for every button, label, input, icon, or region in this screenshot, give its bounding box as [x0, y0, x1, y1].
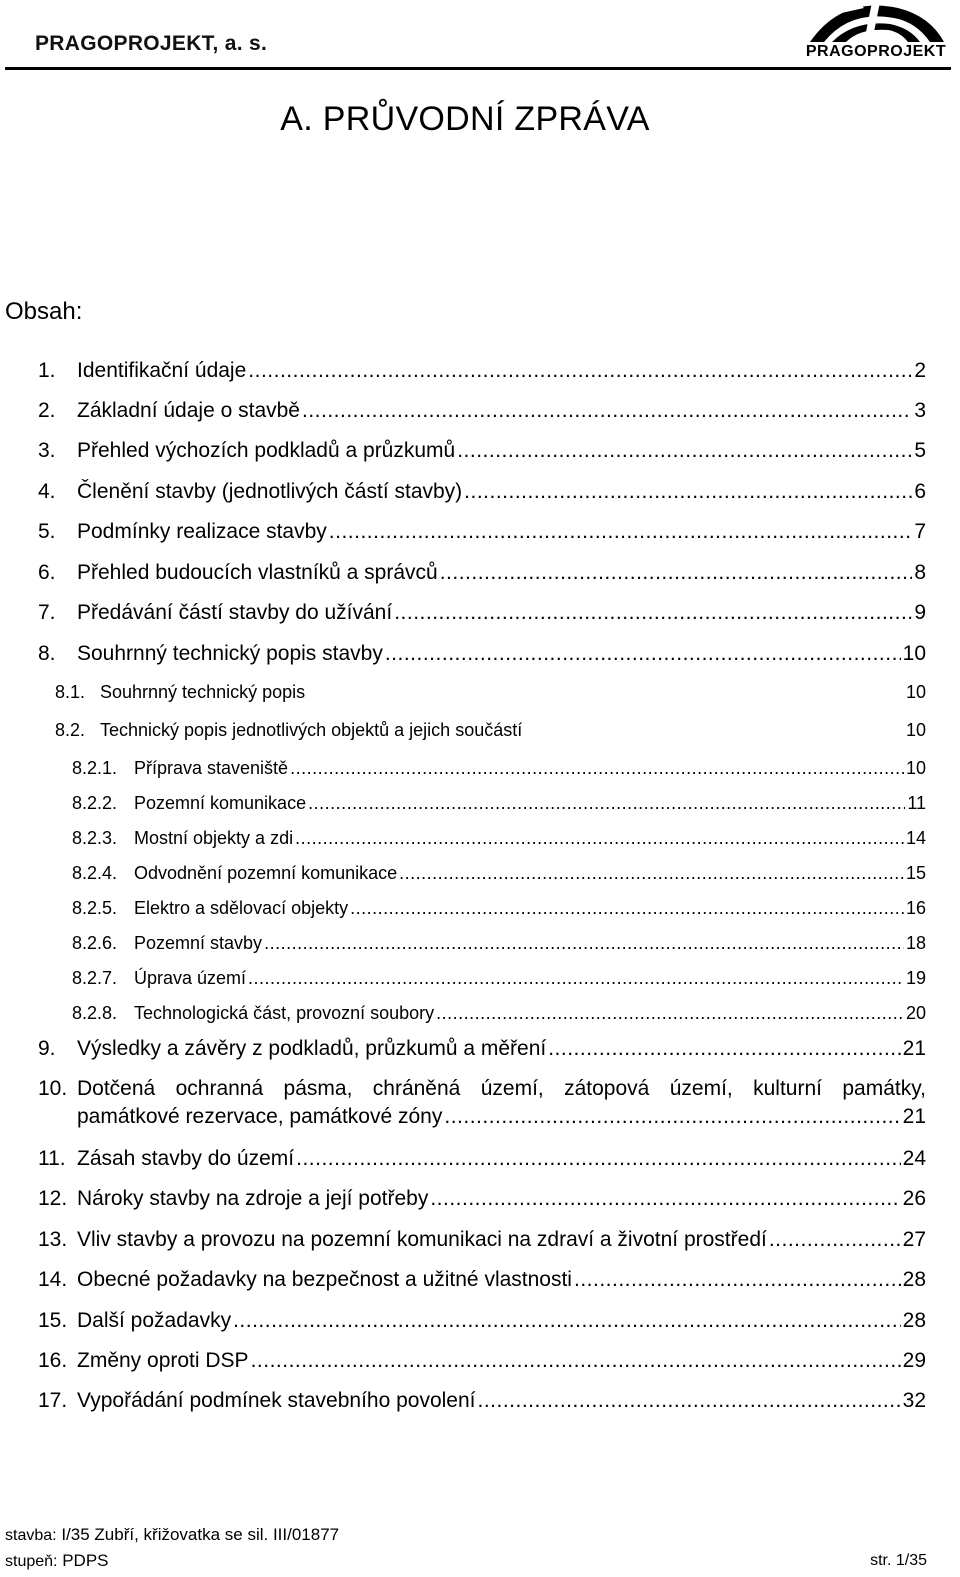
- company-name: PRAGOPROJEKT, a. s.: [35, 32, 268, 55]
- toc-page: 3: [914, 399, 926, 422]
- toc-entry[interactable]: [72, 758, 926, 779]
- toc-page: 14: [905, 828, 926, 848]
- toc-text: Dotčená ochranná pásma, chráněná území, zátopová území, kulturní památky,: [77, 1077, 926, 1100]
- toc-number: 14.: [38, 1268, 68, 1291]
- toc-heading: Obsah:: [5, 298, 83, 325]
- toc-number: 5.: [38, 520, 56, 543]
- toc-page: 28: [902, 1268, 926, 1291]
- toc-entry[interactable]: [72, 793, 926, 814]
- toc-text: Úprava území: [134, 968, 247, 988]
- toc-number: 8.2.4.: [72, 863, 118, 883]
- toc-number: 6.: [38, 561, 56, 584]
- toc-text: Mostní objekty a zdi: [134, 828, 294, 848]
- toc-entry[interactable]: [38, 1309, 926, 1333]
- toc-entry[interactable]: [72, 968, 926, 989]
- toc-number: 17.: [38, 1389, 68, 1412]
- toc-number: 8.2.3.: [72, 828, 118, 848]
- toc-number: 3.: [38, 439, 56, 462]
- stupen-label: stupeň:: [5, 1553, 58, 1570]
- toc-text: Souhrnný technický popis: [100, 682, 306, 702]
- toc-entry[interactable]: [38, 1147, 926, 1171]
- toc-text: Pozemní stavby: [134, 933, 263, 953]
- toc-text: Vypořádání podmínek stavebního povolení: [77, 1389, 476, 1412]
- stupen-value: PDPS: [62, 1551, 109, 1570]
- toc-page: 28: [902, 1309, 926, 1332]
- toc-entry[interactable]: [72, 828, 926, 849]
- toc-number: 8.2.7.: [72, 968, 118, 988]
- toc-number: 15.: [38, 1309, 68, 1332]
- toc-entry[interactable]: [38, 601, 926, 625]
- toc-text: Technologická část, provozní soubory: [134, 1003, 435, 1023]
- toc-text: Základní údaje o stavbě: [77, 399, 300, 422]
- toc-entry[interactable]: [38, 642, 926, 666]
- toc-page: 19: [905, 968, 926, 988]
- document-title: A. PRŮVODNÍ ZPRÁVA: [280, 100, 650, 138]
- toc-page: 7: [914, 520, 926, 543]
- toc-entry[interactable]: [38, 1389, 926, 1413]
- toc-number: 16.: [38, 1349, 68, 1372]
- toc-page: 26: [902, 1187, 926, 1210]
- toc-entry[interactable]: [38, 1228, 926, 1252]
- stavba-value: I/35 Zubří, křižovatka se sil. III/01877: [61, 1525, 340, 1544]
- toc-page: 32: [902, 1389, 926, 1412]
- toc-entry[interactable]: [72, 898, 926, 919]
- toc-page: 8: [914, 561, 926, 584]
- toc-page: 6: [914, 480, 926, 503]
- toc-number: 12.: [38, 1187, 68, 1210]
- toc-text: Zásah stavby do území: [77, 1147, 295, 1170]
- toc-entry[interactable]: [55, 720, 926, 741]
- toc-text: Technický popis jednotlivých objektů a jejich součástí: [100, 720, 523, 740]
- toc-page: 21: [902, 1105, 926, 1128]
- toc-text: památkové rezervace, památkové zóny: [77, 1105, 443, 1128]
- toc-entry[interactable]: [38, 399, 926, 423]
- toc-page: 5: [914, 439, 926, 462]
- toc-page: 10: [902, 642, 926, 665]
- toc-page: 16: [905, 898, 926, 918]
- toc-entry[interactable]: [38, 561, 926, 585]
- toc-number: 13.: [38, 1228, 68, 1251]
- toc-entry[interactable]: [38, 520, 926, 544]
- toc-number: 8.2.2.: [72, 793, 118, 813]
- toc-number: 10.: [38, 1077, 68, 1100]
- toc-text: Výsledky a závěry z podkladů, průzkumů a měření: [77, 1037, 547, 1060]
- toc-text: Přehled výchozích podkladů a průzkumů: [77, 439, 456, 462]
- toc-entry[interactable]: [38, 1349, 926, 1373]
- toc-text: Členění stavby (jednotlivých částí stavby): [77, 480, 463, 503]
- toc-text: Vliv stavby a provozu na pozemní komunikaci na zdraví a životní prostředí: [77, 1228, 767, 1251]
- stavba-label: stavba:: [5, 1527, 57, 1544]
- toc-text: Elektro a sdělovací objekty: [134, 898, 349, 918]
- toc-page: 10: [905, 758, 926, 778]
- toc-text: Přehled budoucích vlastníků a správců: [77, 561, 438, 584]
- toc-page: 24: [902, 1147, 926, 1170]
- toc-page: 27: [902, 1228, 926, 1251]
- toc-number: 1.: [38, 359, 56, 382]
- toc-text: Příprava staveniště: [134, 758, 289, 778]
- toc-entry[interactable]: [72, 933, 926, 954]
- toc-number: 8.1.: [55, 682, 86, 702]
- toc-number: 8.2.5.: [72, 898, 118, 918]
- toc-page: 21: [902, 1037, 926, 1060]
- toc-number: 11.: [38, 1147, 66, 1170]
- toc-text: Pozemní komunikace: [134, 793, 307, 813]
- page-header: [0, 0, 960, 72]
- toc-text: Odvodnění pozemní komunikace: [134, 863, 398, 883]
- toc-text: Předávání částí stavby do užívání: [77, 601, 393, 624]
- toc-page: 10: [905, 720, 926, 740]
- toc-page: 20: [905, 1003, 926, 1023]
- toc-text: Obecné požadavky na bezpečnost a užitné vlastnosti: [77, 1268, 572, 1291]
- toc-entry[interactable]: [38, 1268, 926, 1292]
- toc-entry[interactable]: [38, 439, 926, 463]
- toc-page: 2: [914, 359, 926, 382]
- toc-entry[interactable]: [38, 480, 926, 504]
- toc-entry[interactable]: [55, 682, 926, 703]
- toc-page: 10: [905, 682, 926, 702]
- toc-entry[interactable]: [38, 359, 926, 383]
- toc-number: 8.: [38, 642, 56, 665]
- toc-number: 8.2.1.: [72, 758, 118, 778]
- toc-text: Další požadavky: [77, 1309, 232, 1332]
- logo-arches-icon: [802, 2, 950, 44]
- toc-number: 9.: [38, 1037, 56, 1060]
- toc-page: 15: [905, 863, 926, 883]
- toc-page: 29: [902, 1349, 926, 1372]
- toc-page: 11: [907, 793, 926, 813]
- toc-page: 9: [914, 601, 926, 624]
- toc-entry[interactable]: [38, 1037, 926, 1061]
- logo-text: PRAGOPROJEKT: [805, 43, 947, 60]
- toc-page: 18: [905, 933, 926, 953]
- toc-number: 7.: [38, 601, 56, 624]
- toc-text: Podmínky realizace stavby: [77, 520, 327, 543]
- toc-text: Identifikační údaje: [77, 359, 247, 382]
- header-rule: [5, 67, 951, 70]
- page-number: str. 1/35: [870, 1552, 927, 1569]
- toc-entry[interactable]: [72, 863, 926, 884]
- page-footer: [5, 1522, 927, 1574]
- pragoprojekt-logo: [802, 2, 950, 64]
- toc-text: Změny oproti DSP: [77, 1349, 249, 1372]
- toc-number: 8.2.8.: [72, 1003, 118, 1023]
- toc-number: 8.2.6.: [72, 933, 118, 953]
- toc-number: 2.: [38, 399, 56, 422]
- toc-entry[interactable]: [38, 1187, 926, 1211]
- toc-text: Nároky stavby na zdroje a její potřeby: [77, 1187, 429, 1210]
- toc-entry[interactable]: [38, 1077, 926, 1129]
- toc-number: 4.: [38, 480, 56, 503]
- toc-entry[interactable]: [72, 1003, 926, 1024]
- toc-text: Souhrnný technický popis stavby: [77, 642, 383, 665]
- toc-number: 8.2.: [55, 720, 86, 740]
